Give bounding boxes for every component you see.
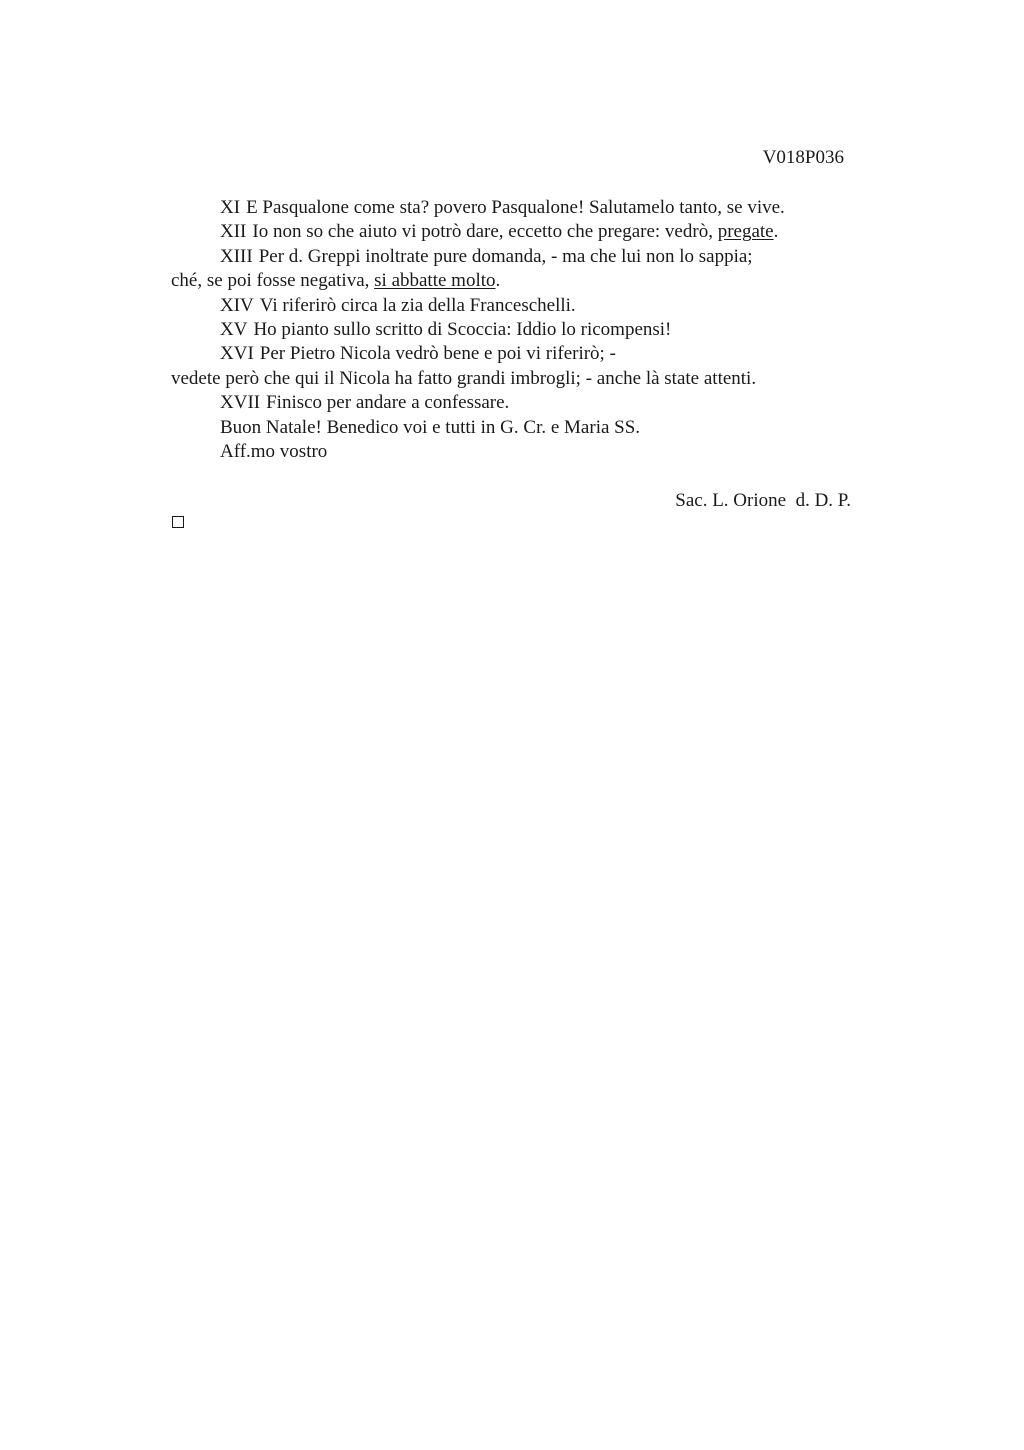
closing-greeting: Buon Natale! Benedico voi e tutti in G. Cr. e Maria SS. — [220, 416, 641, 438]
paragraph-xii — [171, 220, 871, 244]
paragraph-xiii — [171, 245, 871, 269]
underlined-text: si abbatte molto — [374, 270, 496, 292]
paragraph-text: Per Pietro Nicola vedrò bene e poi vi riferirò; - — [259, 343, 616, 365]
square-outline-icon — [172, 516, 184, 528]
signature: Sac. L. Orione d. D. P. — [675, 490, 851, 511]
paragraph-xiv — [171, 294, 871, 318]
paragraph-text: Io non so che aiuto vi potrò dare, eccetto che pregare: vedrò, — [252, 221, 718, 243]
paragraph-text: E Pasqualone come sta? povero Pasqualone! Salutamelo tanto, se vive. — [246, 197, 785, 218]
page-reference: V018P036 — [762, 147, 844, 168]
letter-body — [171, 196, 871, 464]
paragraph-xvi-continuation: vedete però che qui il Nicola ha fatto grandi imbrogli; - anche là state attenti. — [171, 367, 757, 389]
paragraph-xvii — [171, 391, 871, 415]
paragraph-number: XVI — [220, 343, 254, 365]
paragraph-text: Finisco per andare a confessare. — [266, 392, 510, 414]
paragraph-xiii-continuation — [171, 269, 871, 293]
paragraph-number: XVII — [220, 392, 261, 414]
paragraph-number: XV — [220, 319, 248, 341]
paragraph-punctuation: . — [773, 221, 779, 243]
paragraph-number: XII — [220, 221, 247, 243]
paragraph-number: XI — [220, 197, 241, 218]
paragraph-text: ché, se poi fosse negativa, — [171, 270, 375, 292]
paragraph-xv — [171, 318, 871, 342]
paragraph-text: Per d. Greppi inoltrate pure domanda, - ma che lui non lo sappia; — [258, 245, 753, 267]
underlined-text: pregate — [717, 221, 774, 243]
paragraph-text: Vi riferirò circa la zia della Franceschelli. — [259, 294, 576, 316]
paragraph-xi — [171, 196, 871, 220]
paragraph-number: XIV — [220, 294, 254, 316]
paragraph-number: XIII — [220, 245, 253, 267]
closing-valediction: Aff.mo vostro — [220, 441, 328, 463]
paragraph-text: Ho pianto sullo scritto di Scoccia: Iddio lo ricompensi! — [253, 319, 672, 341]
paragraph-xvi — [171, 342, 871, 366]
paragraph-punctuation: . — [495, 270, 501, 292]
